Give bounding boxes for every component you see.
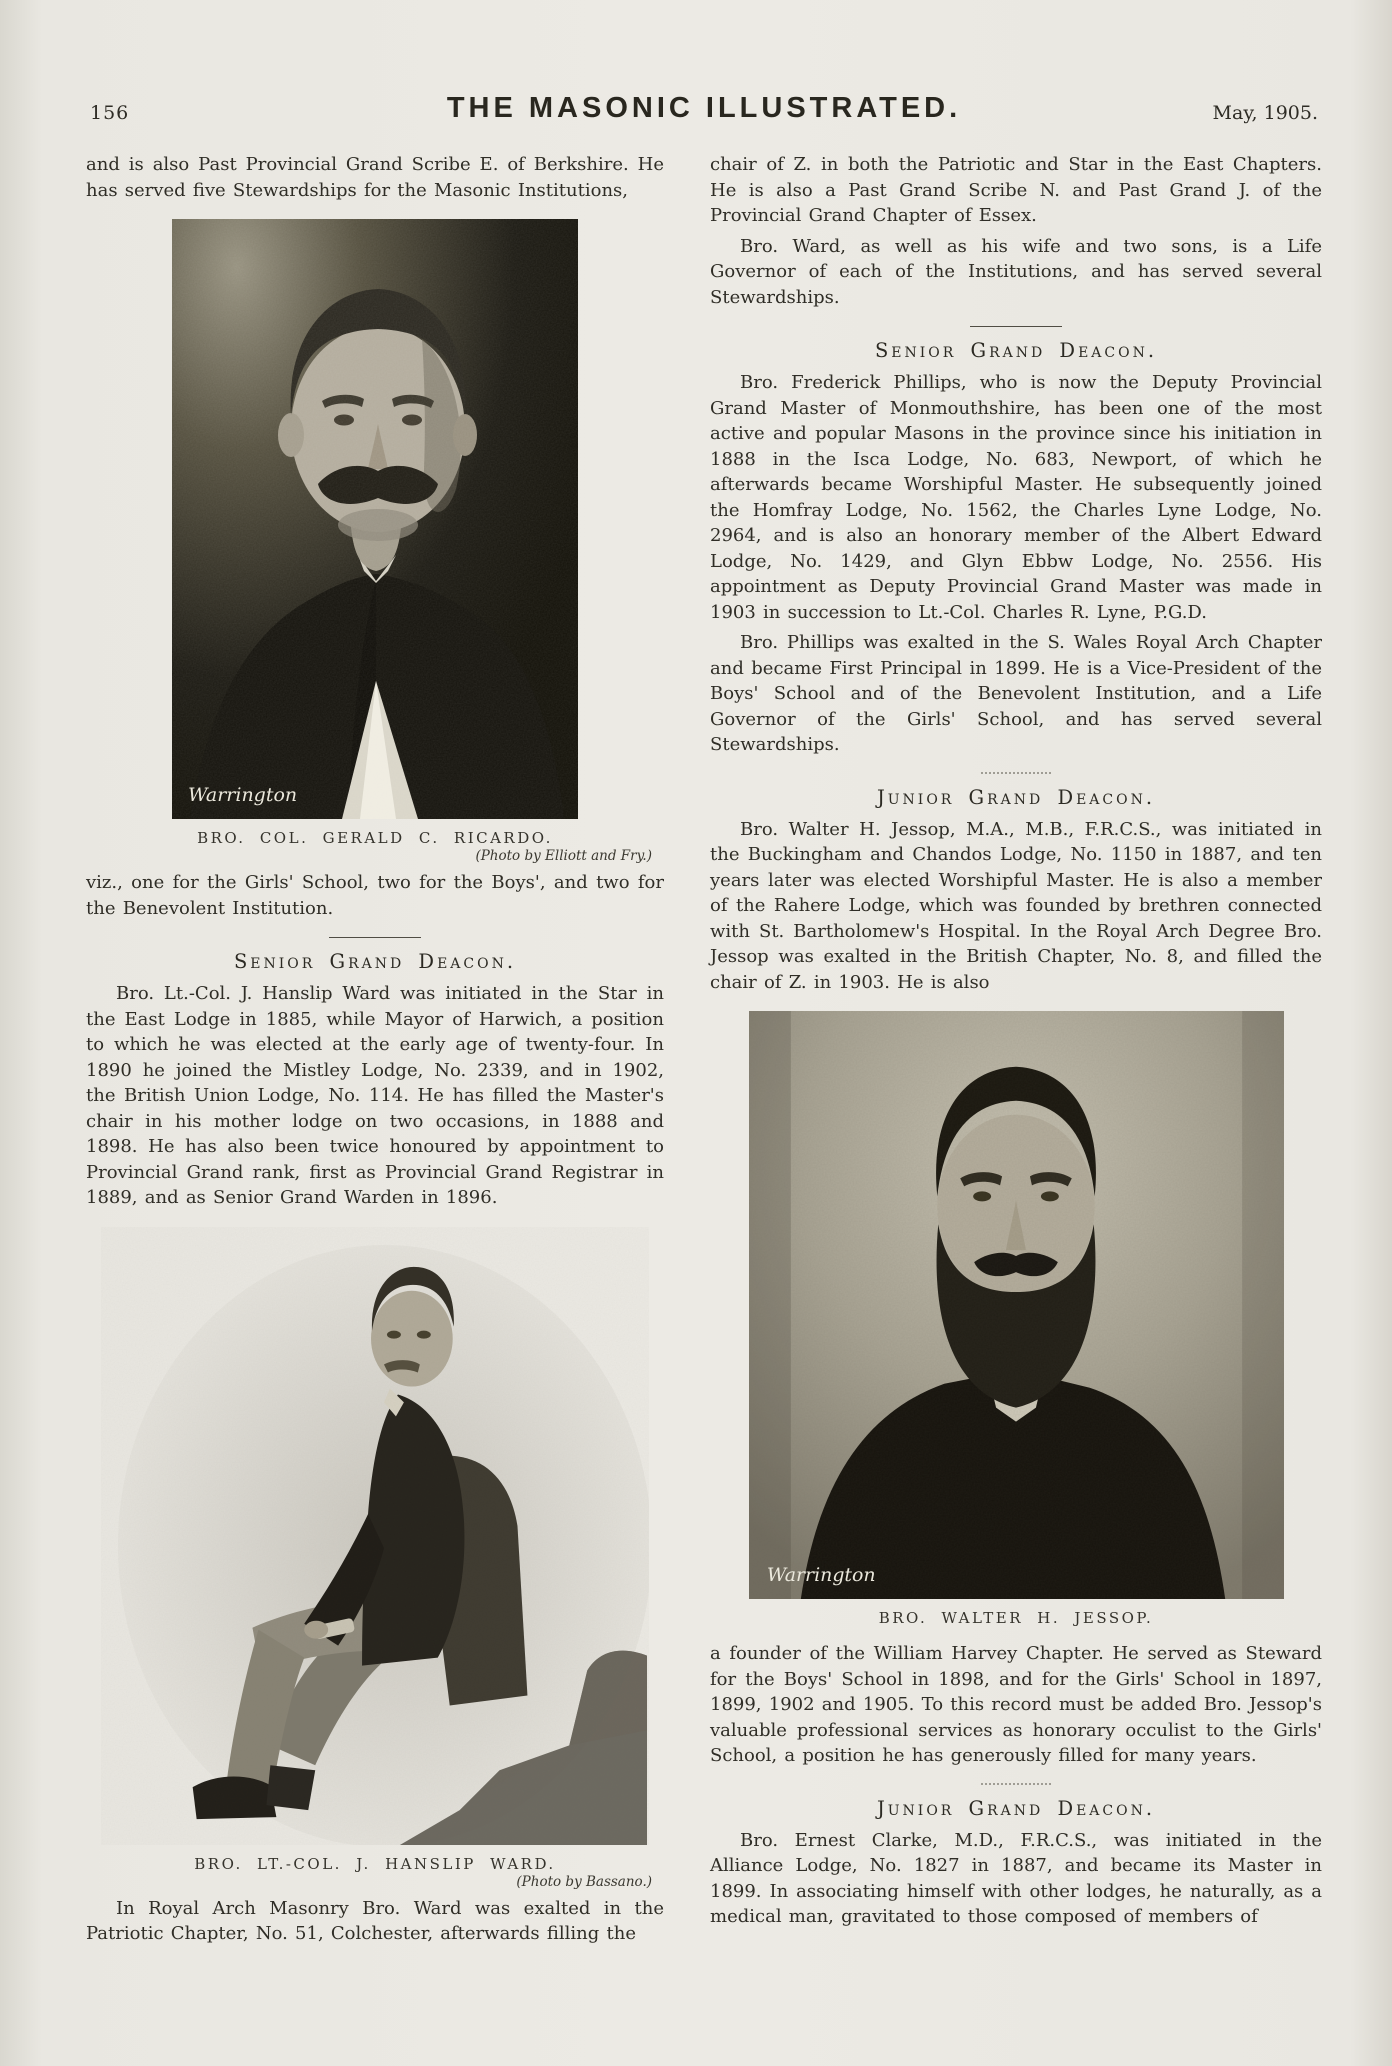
section-heading-junior-grand-deacon: Junior Grand Deacon.: [876, 1796, 1156, 1820]
photographer-signature: Warrington: [188, 784, 298, 806]
section-divider: [970, 326, 1062, 327]
portrait-photo-ricardo: [172, 219, 578, 819]
paragraph-phillips-1: Bro. Frederick Phillips, who is now the Deputy Provincial Grand Master of Monmouthshire, has been one of the most active and popular Masons in the province since his initiation in 1888 in the Isca Lodge, No. 683, Newport, of which he afterwards became Worshipful Master. He subsequently joined the Homfray Lodge, No. 1562, the Charles Lyne Lodge, No. 2964, and is also an honorary member of the Albert Edward Lodge, No. 1429, and Glyn Ebbw Lodge, No. 2556. His appointment as Deputy Provincial Grand Master was made in 1903 in succession to Lt.-Col. Charles R. Lyne, P.G.D.: [710, 372, 1322, 623]
two-column-layout: [86, 152, 1322, 1952]
section-heading-junior-grand-deacon: Junior Grand Deacon.: [876, 785, 1156, 809]
paragraph-ward-continued: chair of Z. in both the Patriotic and Star in the East Chapters. He is also a Past Grand Scribe N. and Past Grand J. of the Provincial Grand Chapter of Essex.: [710, 154, 1322, 226]
photo-credit-ward: (Photo by Bassano.): [516, 1873, 652, 1890]
photographer-signature: Warrington: [766, 1564, 876, 1587]
paragraph-jessop-2: a founder of the William Harvey Chapter. He served as Steward for the Boys' School in 1898, and for the Girls' School in 1897, 1899, 1902 and 1905. To this record must be added Bro. Jessop's valuable professional services as honorary occulist to the Girls' School, a position he has generously filled for many years.: [710, 1643, 1322, 1766]
photo-caption-jessop: BRO. WALTER H. JESSOP.: [878, 1609, 1154, 1627]
photo-caption-ward: BRO. LT.-COL. J. HANSLIP WARD.: [194, 1854, 556, 1873]
page-title: THE MASONIC ILLUSTRATED.: [446, 92, 962, 124]
section-heading-senior-grand-deacon: Senior Grand Deacon.: [233, 950, 517, 973]
section-divider: [981, 772, 1051, 774]
section-divider: [981, 1783, 1051, 1785]
paragraph-ward-royal-arch: In Royal Arch Masonry Bro. Ward was exalted in the Patriotic Chapter, No. 51, Colchester, afterwards filling the: [86, 1897, 664, 1944]
section-divider: [329, 937, 421, 938]
paragraph-ward: Bro. Lt.-Col. J. Hanslip Ward was initiated in the Star in the East Lodge in 1885, while Mayor of Harwich, a position to which he was elected at the early age of twenty-four. In 1890 he joined the Mistley Lodge, No. 2339, and in 1902, the British Union Lodge, No. 114. He has filled the Master's chair in his mother lodge on two occasions, in 1888 and 1898. He has also been twice honoured by appointment to Provincial Grand rank, first as Provincial Grand Registrar in 1889, and as Senior Grand Warden in 1896.: [86, 983, 664, 1208]
paragraph-clarke: Bro. Ernest Clarke, M.D., F.R.C.S., was initiated in the Alliance Lodge, No. 1827 in 1887, and became its Master in 1899. In associating himself with other lodges, he naturally, as a medical man, gravitated to those composed of members of: [710, 1829, 1322, 1927]
portrait-photo-ward: [101, 1227, 649, 1845]
column-left: [86, 152, 664, 1952]
portrait-photo-jessop: [749, 1011, 1284, 1599]
issue-date: May, 1905.: [1212, 102, 1318, 124]
paragraph-viz: viz., one for the Girls' School, two for the Boys', and two for the Benevolent Institution.: [86, 872, 664, 919]
photo-credit-ricardo: (Photo by Elliott and Fry.): [475, 848, 652, 864]
ward-portrait-illustration: [101, 1227, 649, 1845]
jessop-portrait-illustration: [749, 1011, 1284, 1599]
photo-caption-ricardo: BRO. COL. GERALD C. RICARDO.: [197, 829, 553, 847]
page-number: 156: [90, 102, 130, 124]
paragraph-intro: and is also Past Provincial Grand Scribe E. of Berkshire. He has served five Stewardships for the Masonic Institutions,: [86, 154, 664, 201]
ricardo-portrait-illustration: [172, 219, 578, 819]
section-heading-senior-grand-deacon: Senior Grand Deacon.: [874, 339, 1158, 362]
paragraph-phillips-2: Bro. Phillips was exalted in the S. Wales Royal Arch Chapter and became First Principal in 1899. He is a Vice-President of the Boys' School and of the Benevolent Institution, and a Life Governor of the Girls' School, and has served several Stewardships.: [710, 632, 1322, 755]
column-right: [710, 152, 1322, 1952]
paragraph-ward-family: Bro. Ward, as well as his wife and two sons, is a Life Governor of each of the Institutions, and has served several Stewardships.: [710, 235, 1322, 308]
masthead: [86, 90, 1322, 142]
paragraph-jessop-1: Bro. Walter H. Jessop, M.A., M.B., F.R.C.S., was initiated in the Buckingham and Chandos Lodge, No. 1150 in 1887, and ten years later was elected Worshipful Master. He is also a member of the Rahere Lodge, which was founded by brethren connected with St. Bartholomew's Hospital. In the Royal Arch Degree Bro. Jessop was exalted in the British Chapter, No. 8, and filled the chair of Z. in 1903. He is also: [710, 818, 1322, 993]
